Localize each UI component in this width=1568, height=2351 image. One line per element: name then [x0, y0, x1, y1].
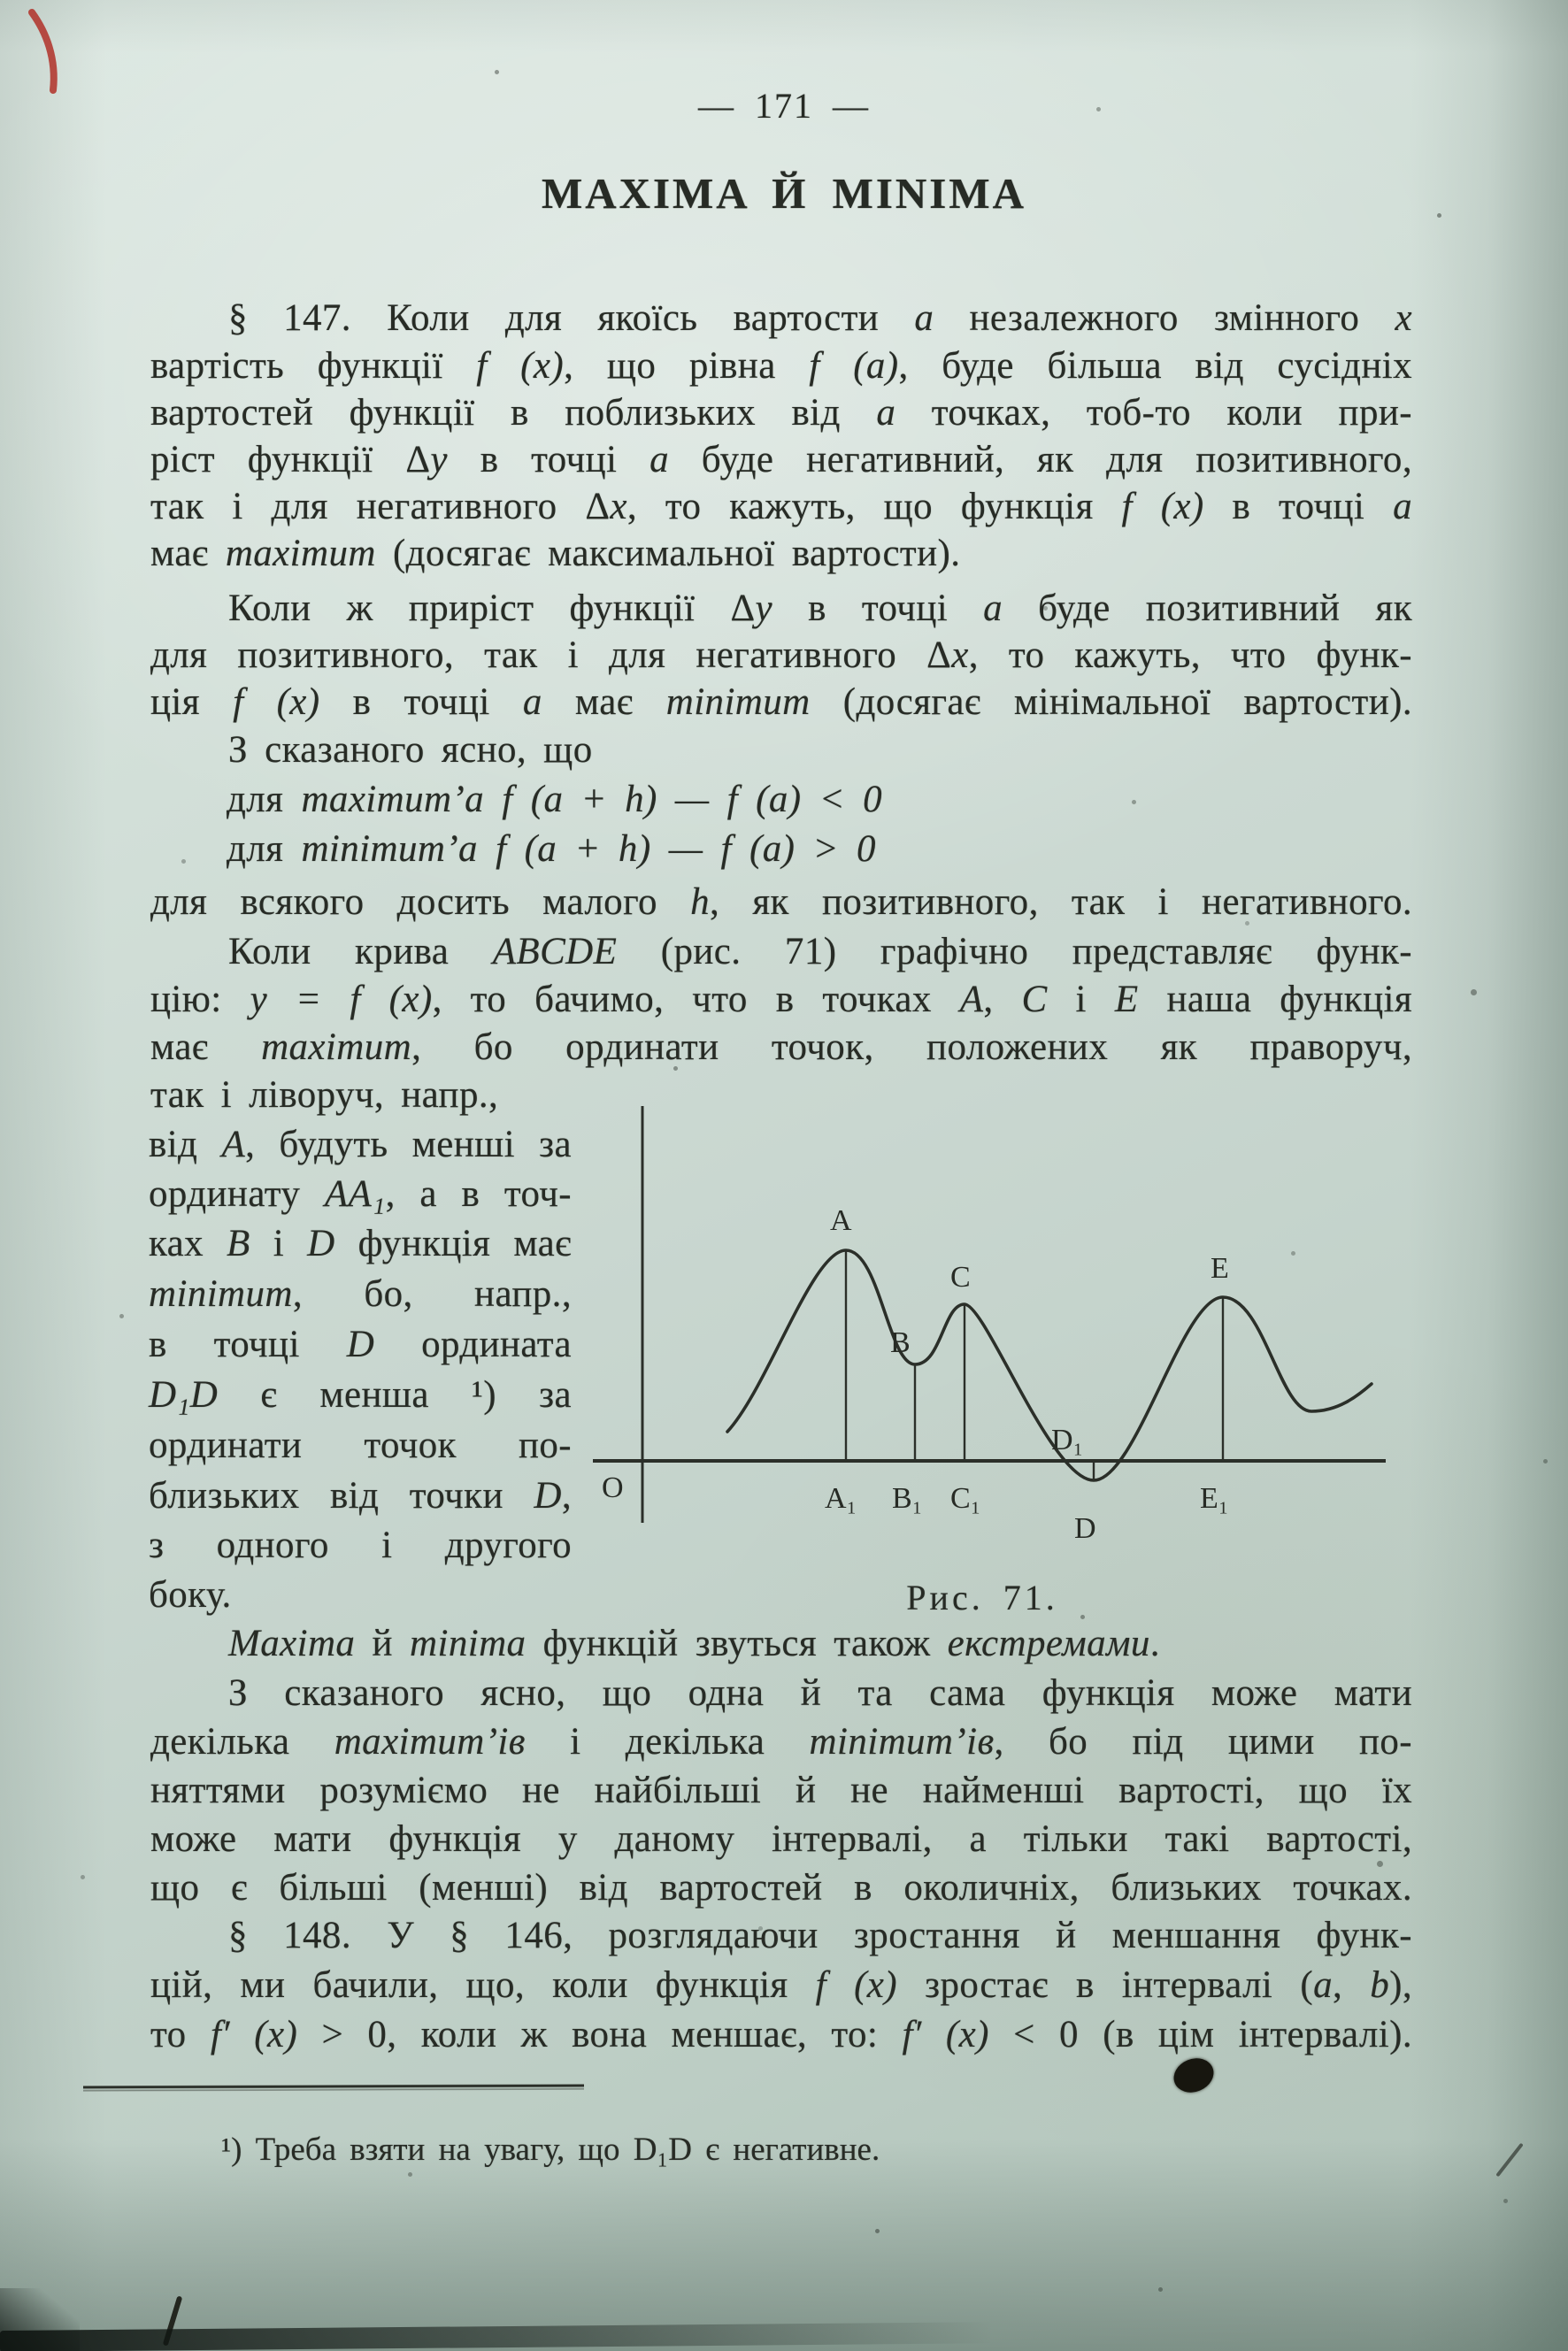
- label-b: B: [890, 1326, 911, 1359]
- paragraph-148-line: цій, ми бачили, що, коли функція f (x) зростає в інтервалі (a, b),: [150, 1964, 1412, 2006]
- left-column-line: боку.: [149, 1574, 232, 1616]
- left-column-line: ординату AA₁, а в точ-: [149, 1173, 572, 1215]
- extrema-line: Maxima й minima функцій звуться також екстремами.: [228, 1623, 1160, 1664]
- section-title: MAXIMA Й MINIMA: [541, 169, 1027, 218]
- left-column-line: ках B і D функція має: [149, 1223, 572, 1264]
- paragraph-curve-line: так і ліворуч, напр.,: [150, 1074, 499, 1116]
- paragraph-147-line: вартість функції f (x), що рівна f (a), буде більша від сусідніх: [150, 345, 1413, 387]
- left-column-line: ординати точок по-: [149, 1425, 572, 1466]
- paragraph-curve-line: Коли крива ABCDE (рис. 71) графічно представляє функ-: [228, 931, 1412, 972]
- paragraph-minimum-line: ція f (x) в точці a має minimum (досягає мінімальної вартости).: [150, 681, 1412, 723]
- paragraph-several-line: З сказаного ясно, що одна й та сама функція може мати: [228, 1672, 1412, 1714]
- paragraph-147-line: ріст функції Δy в точці a буде негативний, як для позитивного,: [150, 439, 1412, 480]
- paragraph-several-line: декілька maximum’ів і декілька minimum’ів, бо під цими по-: [150, 1721, 1413, 1763]
- label-a1: A₁: [825, 1482, 857, 1515]
- lead-in-line: З сказаного ясно, що: [228, 729, 593, 771]
- paragraph-curve-line: має maximum, бо ординати точок, положених як праворуч,: [150, 1026, 1412, 1068]
- scan-bottom-edge-shadow: [0, 2322, 1035, 2351]
- left-column-line: близьких від точки D,: [149, 1475, 572, 1517]
- paragraph-minimum-line: Коли ж приріст функції Δy в точці a буде позитивний як: [228, 588, 1412, 629]
- label-b1: B₁: [892, 1482, 923, 1515]
- curve-abcde: [727, 1250, 1372, 1480]
- paragraph-147-line: § 147. Коли для якоїсь вартости a незалежного змінного x: [228, 297, 1412, 339]
- left-column-line: minimum, бо, напр.,: [149, 1273, 572, 1315]
- formula-minimum: для minimum’a f (a + h) — f (a) > 0: [227, 828, 876, 870]
- label-c: C: [950, 1261, 971, 1294]
- paragraph-several-line: може мати функція у даному інтервалі, а тільки такі вартості,: [150, 1818, 1412, 1860]
- paragraph-148-line: § 148. У § 146, розглядаючи зростання й меншання функ-: [228, 1915, 1412, 1956]
- paragraph-minimum-line: для позитивного, так і для негативного Δx, то кажуть, что функ-: [150, 634, 1412, 676]
- label-origin: O: [602, 1471, 624, 1504]
- formula-maximum: для maximum’a f (a + h) — f (a) < 0: [227, 779, 883, 820]
- paragraph-147-line: має maximum (досягає максимальної вартости).: [150, 533, 961, 574]
- left-column-line: D₁D є менша ¹) за: [149, 1374, 572, 1416]
- formula-condition-line: для всякого досить малого h, як позитивного, так і негативного.: [150, 881, 1412, 923]
- label-d1: D₁: [1051, 1424, 1084, 1456]
- label-d: D: [1074, 1512, 1096, 1545]
- ink-slash-mark: [1495, 2143, 1523, 2178]
- figure-caption: Рис. 71.: [906, 1578, 1058, 1617]
- paragraph-147-line: вартостей функції в поблизьких від a точках, тоб-то коли при-: [150, 392, 1412, 434]
- paragraph-curve-line: цію: y = f (x), то бачимо, что в точках A, C і E наша функція: [150, 979, 1413, 1020]
- footnote-separator: [83, 2084, 584, 2093]
- label-a: A: [830, 1204, 852, 1237]
- left-column-line: в точці D ордината: [149, 1324, 573, 1365]
- label-c1: C₁: [950, 1482, 981, 1515]
- paragraph-147-line: так і для негативного Δx, то кажуть, що функція f (x) в точці a: [150, 486, 1412, 527]
- left-column-line: з одного і другого: [149, 1525, 572, 1566]
- paragraph-148-line: то f′ (x) > 0, коли ж вона меншає, то: f′ (x) < 0 (в цім інтервалі).: [150, 2014, 1412, 2055]
- paper-specks: [0, 0, 3, 3]
- paragraph-several-line: що є більші (менші) від вартостей в околичніх, близьких точках.: [150, 1867, 1412, 1909]
- footnote: ¹) Треба взяти на увагу, що D₁D є негативне.: [221, 2132, 880, 2168]
- label-e1: E₁: [1200, 1482, 1229, 1515]
- page-number: — 171 —: [698, 86, 870, 126]
- left-column-line: від A, будуть менші за: [149, 1124, 572, 1165]
- figure-71-curve-diagram: [591, 1095, 1387, 1591]
- label-e: E: [1211, 1252, 1229, 1285]
- paragraph-several-line: няттями розуміємо не найбільші й не найменші вартості, що їх: [150, 1770, 1412, 1811]
